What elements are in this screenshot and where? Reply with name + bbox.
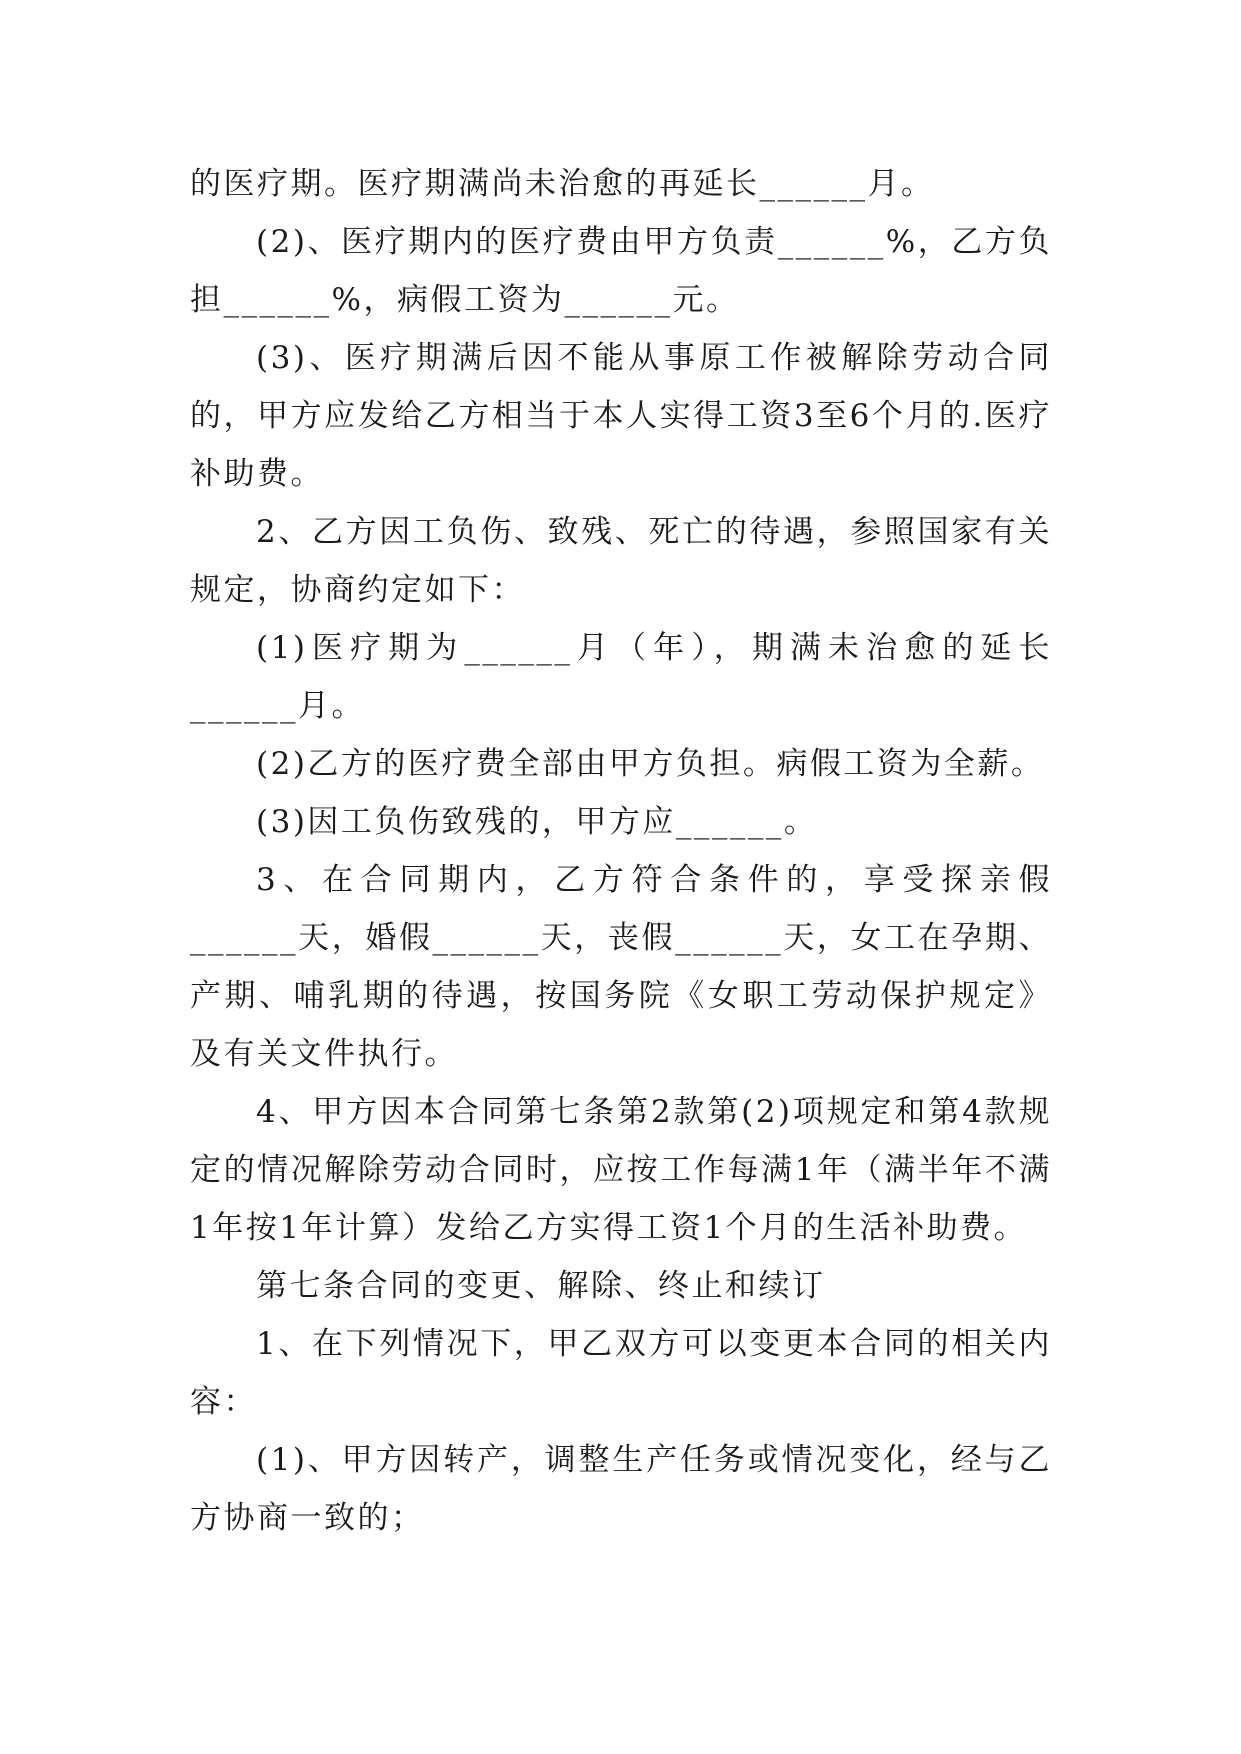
paragraph-5: (1)医疗期为______月（年），期满未治愈的延长______月。 bbox=[190, 630, 1052, 724]
section-heading-article-7: 第七条合同的变更、解除、终止和续订 bbox=[256, 1268, 826, 1304]
paragraph-6: (2)乙方的医疗费全部由甲方负担。病假工资为全薪。 bbox=[256, 746, 1045, 782]
paragraph-1: 的医疗期。医疗期满尚未治愈的再延长______月。 bbox=[190, 166, 935, 202]
paragraph-12: (1)、甲方因转产，调整生产任务或情况变化，经与乙方协商一致的； bbox=[190, 1442, 1052, 1536]
paragraph-11: 1、在下列情况下，甲乙双方可以变更本合同的相关内容： bbox=[190, 1326, 1052, 1420]
paragraph-7: (3)因工负伤致残的，甲方应______。 bbox=[256, 804, 818, 840]
paragraph-3: (3)、医疗期满后因不能从事原工作被解除劳动合同的，甲方应发给乙方相当于本人实得工资3至6个月的.医疗补助费。 bbox=[190, 340, 1052, 492]
document-body bbox=[190, 155, 1052, 1547]
paragraph-9: 4、甲方因本合同第七条第2款第(2)项规定和第4款规定的情况解除劳动合同时，应按工作每满1年（满半年不满1年按1年计算）发给乙方实得工资1个月的生活补助费。 bbox=[190, 1094, 1052, 1246]
paragraph-2: (2)、医疗期内的医疗费由甲方负责______%，乙方负担______%，病假工资为______元。 bbox=[190, 224, 1052, 318]
paragraph-8: 3、在合同期内，乙方符合条件的，享受探亲假______天，婚假______天，丧假______天，女工在孕期、产期、哺乳期的待遇，按国务院《女职工劳动保护规定》及有关文件执行。 bbox=[190, 862, 1052, 1072]
paragraph-4: 2、乙方因工负伤、致残、死亡的待遇，参照国家有关规定，协商约定如下： bbox=[190, 514, 1052, 608]
